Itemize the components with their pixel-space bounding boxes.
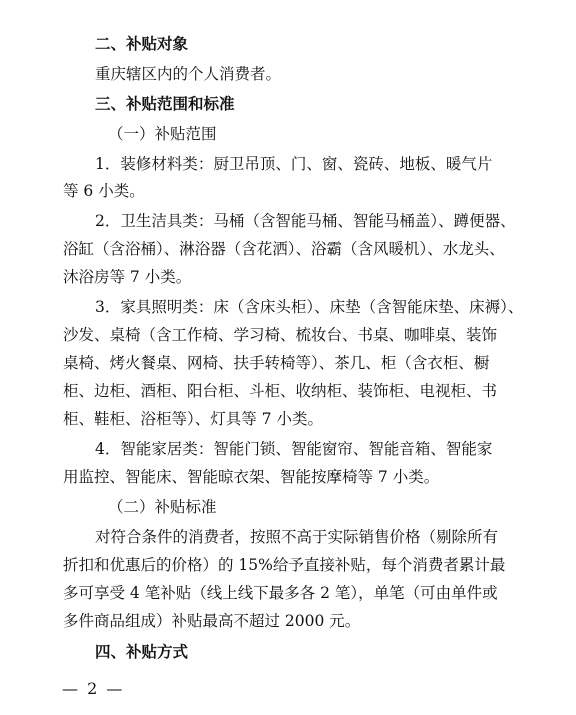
item2-line3: 沐浴房等 7 小类。 — [63, 268, 192, 286]
item4-line1: 4．智能家居类：智能门锁、智能窗帘、智能音箱、智能家 — [95, 440, 493, 458]
item1-line2: 等 6 小类。 — [63, 182, 145, 200]
item2-line2: 浴缸（含浴桶）、淋浴器（含花洒）、浴霸（含风暖机）、水龙头、 — [63, 240, 505, 258]
item3-line1: 3．家具照明类：床（含床头柜）、床垫（含智能床垫、床褥）、 — [95, 298, 524, 316]
item3-line3: 桌椅、烤火餐桌、网椅、扶手转椅等）、茶几、柜（含衣柜、橱 — [63, 354, 490, 372]
item1-line1: 1．装修材料类：厨卫吊顶、门、窗、瓷砖、地板、暖气片 — [95, 155, 493, 173]
section2-text: 重庆辖区内的个人消费者。 — [95, 65, 282, 83]
item4-line2: 用监控、智能床、智能晾衣架、智能按摩椅等 7 小类。 — [63, 468, 440, 486]
item2-line1: 2．卫生洁具类：马桶（含智能马桶、智能马桶盖）、蹲便器、 — [95, 212, 516, 230]
standard-line3: 多可享受 4 笔补贴（线上线下最多各 2 笔），单笔（可由单件或 — [63, 584, 498, 602]
item3-line2: 沙发、桌椅（含工作椅、学习椅、梳妆台、书桌、咖啡桌、装饰 — [63, 326, 498, 344]
item3-line4: 柜、边柜、酒柜、阳台柜、斗柜、收纳柜、装饰柜、电视柜、书 — [63, 382, 498, 400]
section2-heading: 二、补贴对象 — [95, 35, 189, 53]
standard-line1: 对符合条件的消费者，按照不高于实际销售价格（剔除所有 — [95, 528, 499, 546]
subsection-standard-heading: （二）补贴标准 — [108, 498, 217, 516]
standard-line2: 折扣和优惠后的价格）的 15%给予直接补贴，每个消费者累计最 — [63, 556, 506, 574]
section3-heading: 三、补贴范围和标准 — [95, 95, 235, 113]
subsection-scope-heading: （一）补贴范围 — [108, 125, 217, 143]
page-number: — 2 — — [62, 679, 125, 698]
standard-line4: 多件商品组成）补贴最高不超过 2000 元。 — [63, 612, 361, 630]
section4-heading: 四、补贴方式 — [95, 643, 189, 661]
item3-line5: 柜、鞋柜、浴柜等）、灯具等 7 小类。 — [63, 410, 323, 428]
